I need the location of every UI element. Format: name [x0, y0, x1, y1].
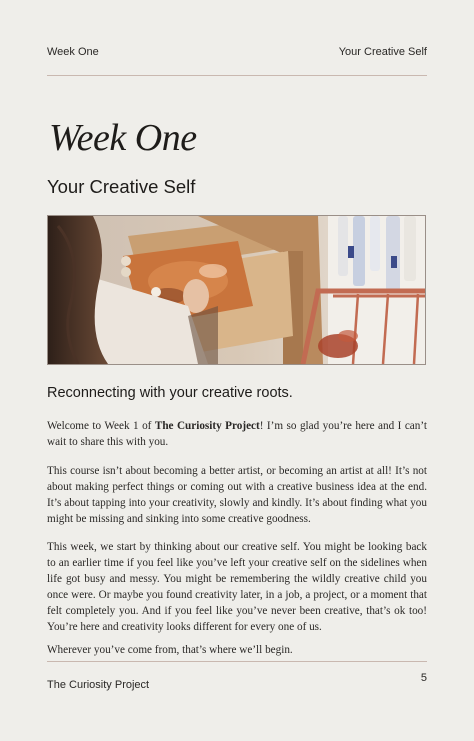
paragraph-course-purpose: This course isn’t about becoming a better artist, or becoming an artist at all! It’s not about making perfect things or coming out with a creative business idea at the end. It’s about tapping into your creativity, slowly and kindly. It’s about finding what you might be missing and sinking into some creative goodness.	[47, 465, 427, 525]
footer-title: The Curiosity Project	[47, 679, 150, 691]
section-heading: Reconnecting with your creative roots.	[47, 385, 293, 401]
painting-photo	[47, 215, 426, 365]
page-number: 5	[420, 672, 427, 684]
paragraph-welcome	[47, 418, 427, 450]
project-name-bold: The Curiosity Project	[154, 420, 260, 432]
footer-divider	[47, 661, 427, 662]
paragraph-welcome-tail: ! I’m so glad you’re here and I can’t wait to share this with you.	[47, 420, 427, 448]
paragraph-this-week: This week, we start by thinking about our creative self. You might be looking back to an earlier time if you feel like you’ve left your creative self on the sidelines when life got busy and messy. You might be remembering the wildly creative child you once were. Or maybe you found creativity later, in a job, a project, or a moment that felt completely you. And if you feel like you’ve never been creative, that’s ok too! You’re here and creativity looks different for every one of us.	[47, 541, 427, 633]
page-title: Week One	[49, 117, 197, 159]
header-left-text: Week One	[47, 46, 99, 58]
paragraph-welcome-lead: Welcome to Week 1 of	[47, 420, 155, 432]
header-divider	[47, 75, 427, 76]
paragraph-closing: Wherever you’ve come from, that’s where we’ll begin.	[47, 644, 293, 656]
header-right-text: Your Creative Self	[338, 46, 427, 58]
page-subtitle: Your Creative Self	[47, 176, 196, 197]
running-header	[47, 46, 427, 58]
